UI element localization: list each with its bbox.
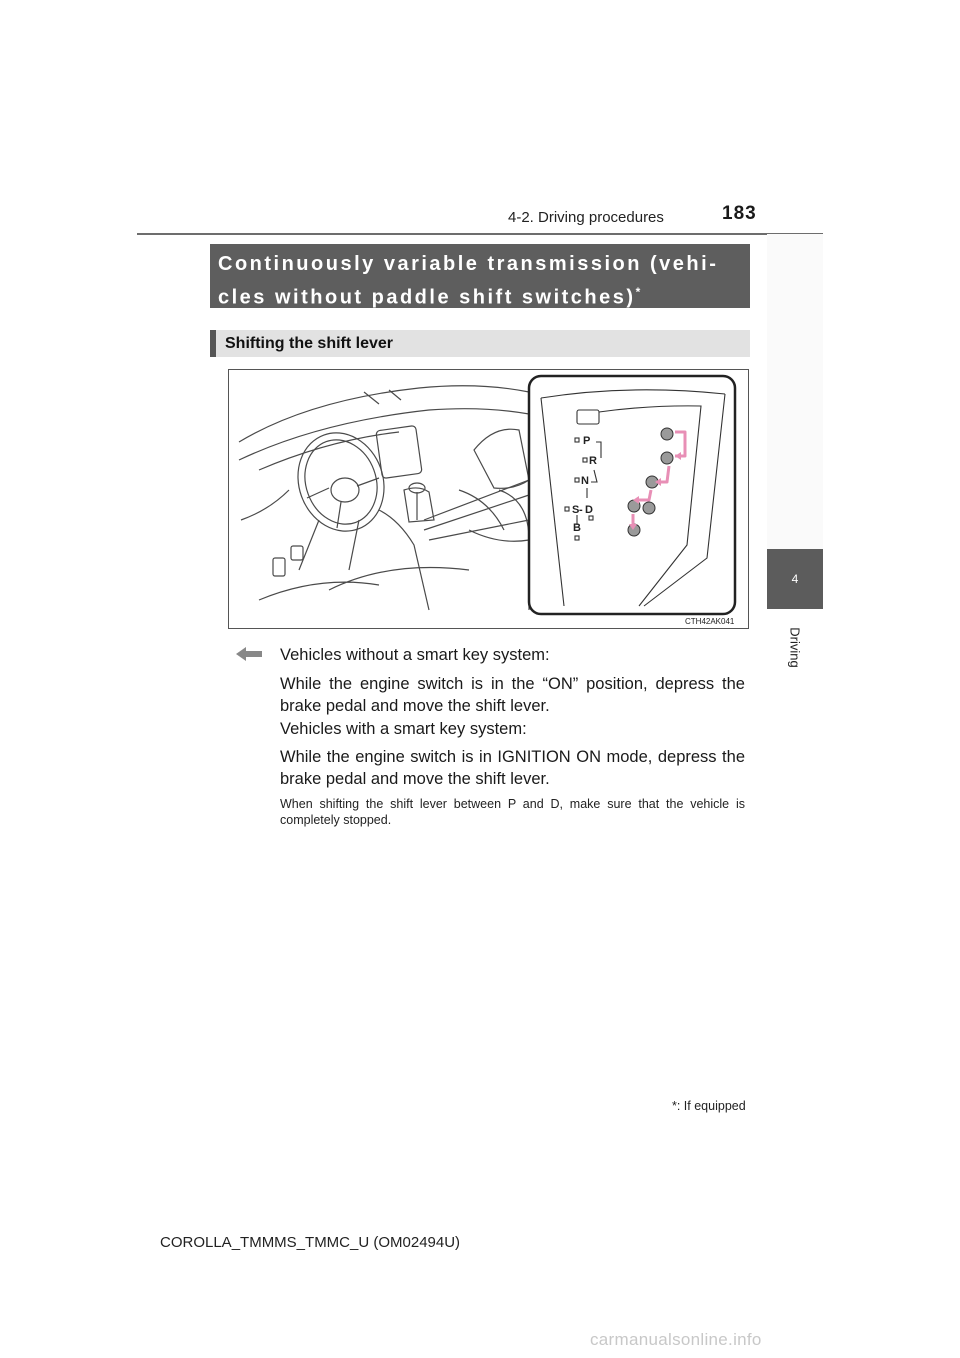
chapter-number: 4: [791, 572, 799, 586]
left-arrow-icon: [236, 646, 262, 662]
chapter-label: [767, 612, 823, 682]
position-label-b: B: [573, 522, 581, 534]
chapter-label-text: Driving: [787, 626, 803, 668]
watermark: carmanualsonline.info: [590, 1330, 762, 1349]
paragraph-no-smart-key-instruction: While the engine switch is in the “ON” position, depress the brake pedal and move the shift lever.: [280, 675, 745, 715]
position-label-r: R: [589, 455, 597, 467]
position-label-n: N: [581, 475, 589, 487]
if-equipped-footnote: *: If equipped: [672, 1099, 746, 1113]
shift-note: When shifting the shift lever between P and D, make sure that the vehicle is completely stopped.: [280, 797, 745, 827]
subsection-header: Shifting the shift lever: [210, 330, 750, 357]
document-footer: COROLLA_TMMMS_TMMC_U (OM02494U): [160, 1234, 461, 1251]
section-title: [210, 244, 750, 308]
position-dash: -: [579, 504, 583, 516]
page-number: 183: [722, 203, 757, 224]
knob-p: [661, 428, 673, 440]
figure-code: CTH42AK041: [685, 617, 735, 626]
chapter-tab: [767, 549, 823, 609]
side-band: [767, 234, 823, 549]
knob-r: [661, 452, 673, 464]
section-title-line2: cles without paddle shift switches)*: [218, 285, 641, 309]
paragraph-no-smart-key: Vehicles without a smart key system:: [280, 646, 550, 664]
section-title-line1: Continuously variable transmission (vehi-: [218, 253, 719, 275]
paragraph-smart-key: Vehicles with a smart key system:: [280, 720, 527, 738]
section-reference: 4-2. Driving procedures: [508, 209, 664, 226]
shift-lever-illustration: [228, 369, 749, 629]
position-label-s: S: [572, 504, 580, 516]
position-label-d: D: [585, 504, 593, 516]
if-equipped-star: *: [635, 285, 641, 299]
paragraph-smart-key-instruction: While the engine switch is in IGNITION ON mode, depress the brake pedal and move the shift lever.: [280, 748, 745, 788]
header-rule: [137, 233, 823, 235]
knob-d: [643, 502, 655, 514]
position-label-p: P: [583, 435, 591, 447]
illustration-svg: [229, 370, 749, 629]
